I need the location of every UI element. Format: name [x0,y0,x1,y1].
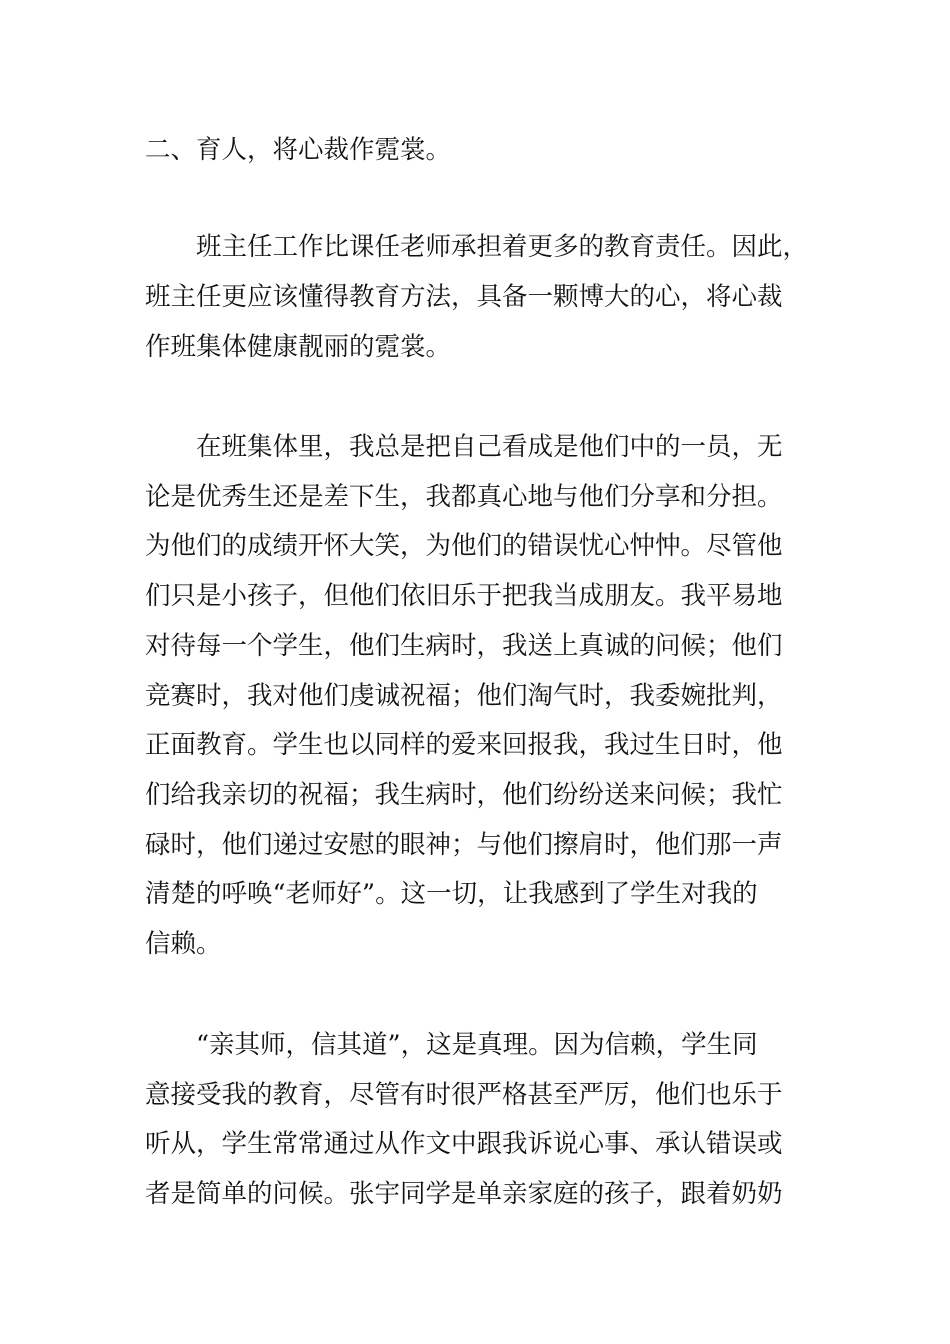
paragraph-line: 论是优秀生还是差下生，我都真心地与他们分享和分担。 [145,482,783,512]
paragraph-line: 信赖。 [145,929,222,959]
paragraph-line: 清楚的呼唤“老师好”。这一切，让我感到了学生对我的 [145,879,758,909]
paragraph-line: 竞赛时，我对他们虔诚祝福；他们淘气时，我委婉批判， [145,681,783,711]
paragraph-line: 听从，学生常常通过从作文中跟我诉说心事、承认错误或 [145,1129,783,1159]
paragraph-line: 正面教育。学生也以同样的爱来回报我，我过生日时，他 [145,730,783,760]
section-heading: 二、育人，将心裁作霓裳。 [145,135,452,165]
paragraph-line: 碌时，他们递过安慰的眼神；与他们擦肩时，他们那一声 [145,830,783,860]
paragraph-line: 班主任更应该懂得教育方法，具备一颗博大的心，将心裁 [145,282,783,312]
paragraph-line: 作班集体健康靓丽的霓裳。 [145,332,452,362]
paragraph-line: 为他们的成绩开怀大笑，为他们的错误忧心忡忡。尽管他 [145,531,783,561]
paragraph-line: “亲其师，信其道”，这是真理。因为信赖，学生同 [145,1030,758,1060]
paragraph-line: 班主任工作比课任老师承担着更多的教育责任。因此， [145,232,809,262]
paragraph-line: 在班集体里，我总是把自己看成是他们中的一员，无 [145,432,783,462]
paragraph-line: 意接受我的教育，尽管有时很严格甚至严厉，他们也乐于 [145,1080,783,1110]
paragraph-line: 们只是小孩子，但他们依旧乐于把我当成朋友。我平易地 [145,581,783,611]
paragraph-line: 对待每一个学生，他们生病时，我送上真诚的问候；他们 [145,631,783,661]
paragraph-line: 们给我亲切的祝福；我生病时，他们纷纷送来问候；我忙 [145,780,783,810]
paragraph-line: 者是简单的问候。张宇同学是单亲家庭的孩子，跟着奶奶 [145,1179,783,1209]
